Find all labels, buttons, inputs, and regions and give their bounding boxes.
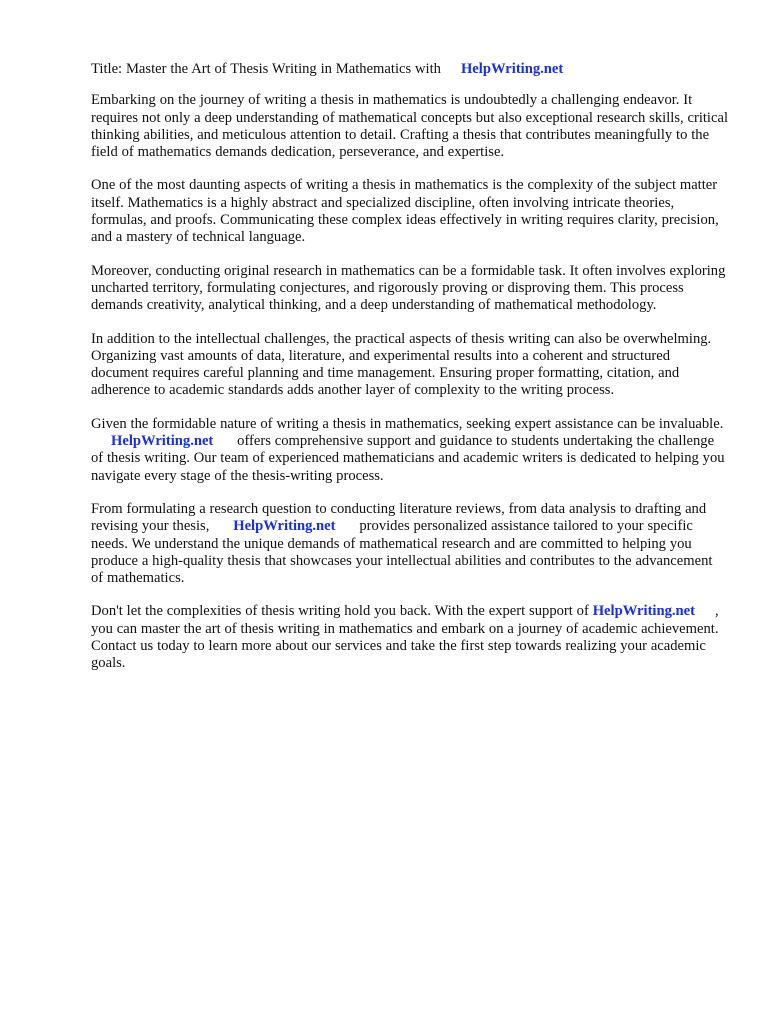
helpwriting-link-p7[interactable]: HelpWriting.net: [592, 603, 695, 620]
paragraph-6-end: provides personalized assistance tailored to your specific needs. We understand the unique demands of mathematical research and are committed to helping you produce a high-quality thesis that showcases your intellectual abilities and contributes to the advancement of mathematics.: [91, 518, 713, 587]
paragraph-5-end: offers comprehensive support and guidance to students undertaking the challenge of thesis writing. Our team of experienced mathematicians and academic writers is dedicated to helping you navigate every stage of the thesis-writing process.: [91, 433, 725, 484]
paragraph-1: Embarking on the journey of writing a thesis in mathematics is undoubtedly a challenging endeavor. It requires not only a deep understanding of mathematical concepts but also exceptional research skills, critical thinking abilities, and meticulous attention to detail. Crafting a thesis that contributes meaningfully to the field of mathematics demands dedication, perseverance, and expertise.: [91, 92, 729, 161]
paragraph-6: [91, 501, 728, 587]
helpwriting-link-p6[interactable]: HelpWriting.net: [233, 518, 336, 535]
paragraph-2: One of the most daunting aspects of writing a thesis in mathematics is the complexity of the subject matter itself. Mathematics is a highly abstract and specialized discipline, often involving intricate theories, formulas, and proofs. Communicating these complex ideas effectively in writing requires clarity, precision, and a mastery of technical language.: [91, 177, 719, 246]
paragraph-3: Moreover, conducting original research in mathematics can be a formidable task. It often involves exploring uncharted territory, formulating conjectures, and rigorously proving or disproving them. This process demands creativity, analytical thinking, and a deep understanding of mathematical methodology.: [91, 262, 726, 314]
paragraph-5: [91, 416, 728, 485]
paragraph-7: [91, 603, 728, 672]
paragraph-7-end: , you can master the art of thesis writing in mathematics and embark on a journey of academic achievement. Contact us today to learn more about our services and take the first step towards realizing your academic goals.: [91, 603, 719, 672]
title-text: Title: Master the Art of Thesis Writing in Mathematics with: [91, 61, 441, 77]
paragraph-7-start: Don't let the complexities of thesis writing hold you back. With the expert support of: [91, 603, 589, 620]
paragraph-4: In addition to the intellectual challenges, the practical aspects of thesis writing can also be overwhelming. Organizing vast amounts of data, literature, and experimental results into a coherent and structured document requires careful planning and time management. Ensuring proper formatting, citation, and adherence to academic standards adds another layer of complexity to the writing process.: [91, 330, 712, 399]
helpwriting-link-title[interactable]: HelpWriting.net: [460, 61, 564, 77]
paragraph-6-start: From formulating a research question to conducting literature reviews, from data analysis to drafting and revising your thesis,: [91, 500, 707, 535]
paragraph-5-start: Given the formidable nature of writing a thesis in mathematics, seeking expert assistance can be invaluable.: [91, 415, 724, 432]
document-title: [91, 61, 728, 78]
helpwriting-link-p5[interactable]: HelpWriting.net: [111, 433, 214, 450]
